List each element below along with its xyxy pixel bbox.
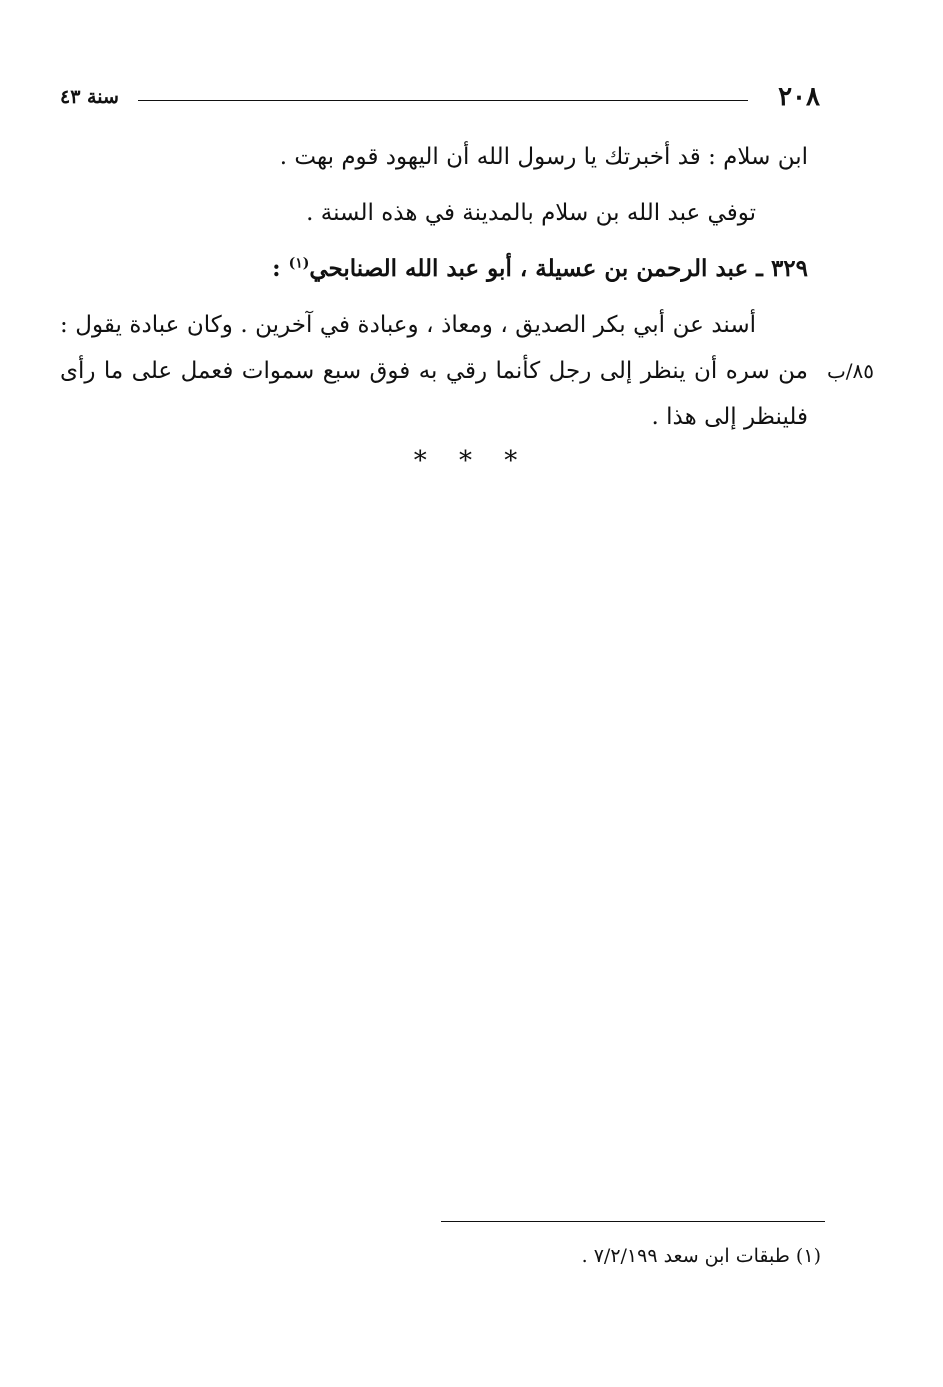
header-rule (138, 100, 748, 101)
section-separator: * * * (413, 446, 530, 476)
page-number: ٢٠٨ (778, 82, 820, 112)
margin-folio-note: ٨٥/ب (826, 359, 874, 383)
paragraph-1: ابن سلام : قد أخبرتك يا رسول الله أن اليهود قوم بهت . (279, 144, 808, 170)
body-text (60, 134, 874, 450)
footnote-rule (441, 1221, 825, 1222)
paragraph-3: أسند عن أبي بكر الصديق ، ومعاذ ، وعبادة في آخرين . وكان عبادة يقول : من سره أن ينظر إلى رجل كأنما رقي به فوق سبع سموات فعمل على ما رأى فلينظر إلى هذا . (60, 312, 808, 430)
footnote: (١) طبقات ابن سعد ٧/٢/١٩٩ . (581, 1245, 821, 1267)
page-header (60, 80, 820, 114)
footnote-reference: (١) (288, 255, 310, 272)
entry-heading (60, 246, 808, 292)
paragraph-3-wrapper (60, 302, 874, 440)
paragraph-2: توفي عبد الله بن سلام بالمدينة في هذه السنة . (306, 200, 756, 226)
running-head: سنة ٤٣ (60, 86, 119, 108)
entry-title: ٣٢٩ ـ عبد الرحمن بن عسيلة ، أبو عبد الله الصنابحي (309, 255, 808, 282)
entry-colon: : (272, 255, 289, 282)
